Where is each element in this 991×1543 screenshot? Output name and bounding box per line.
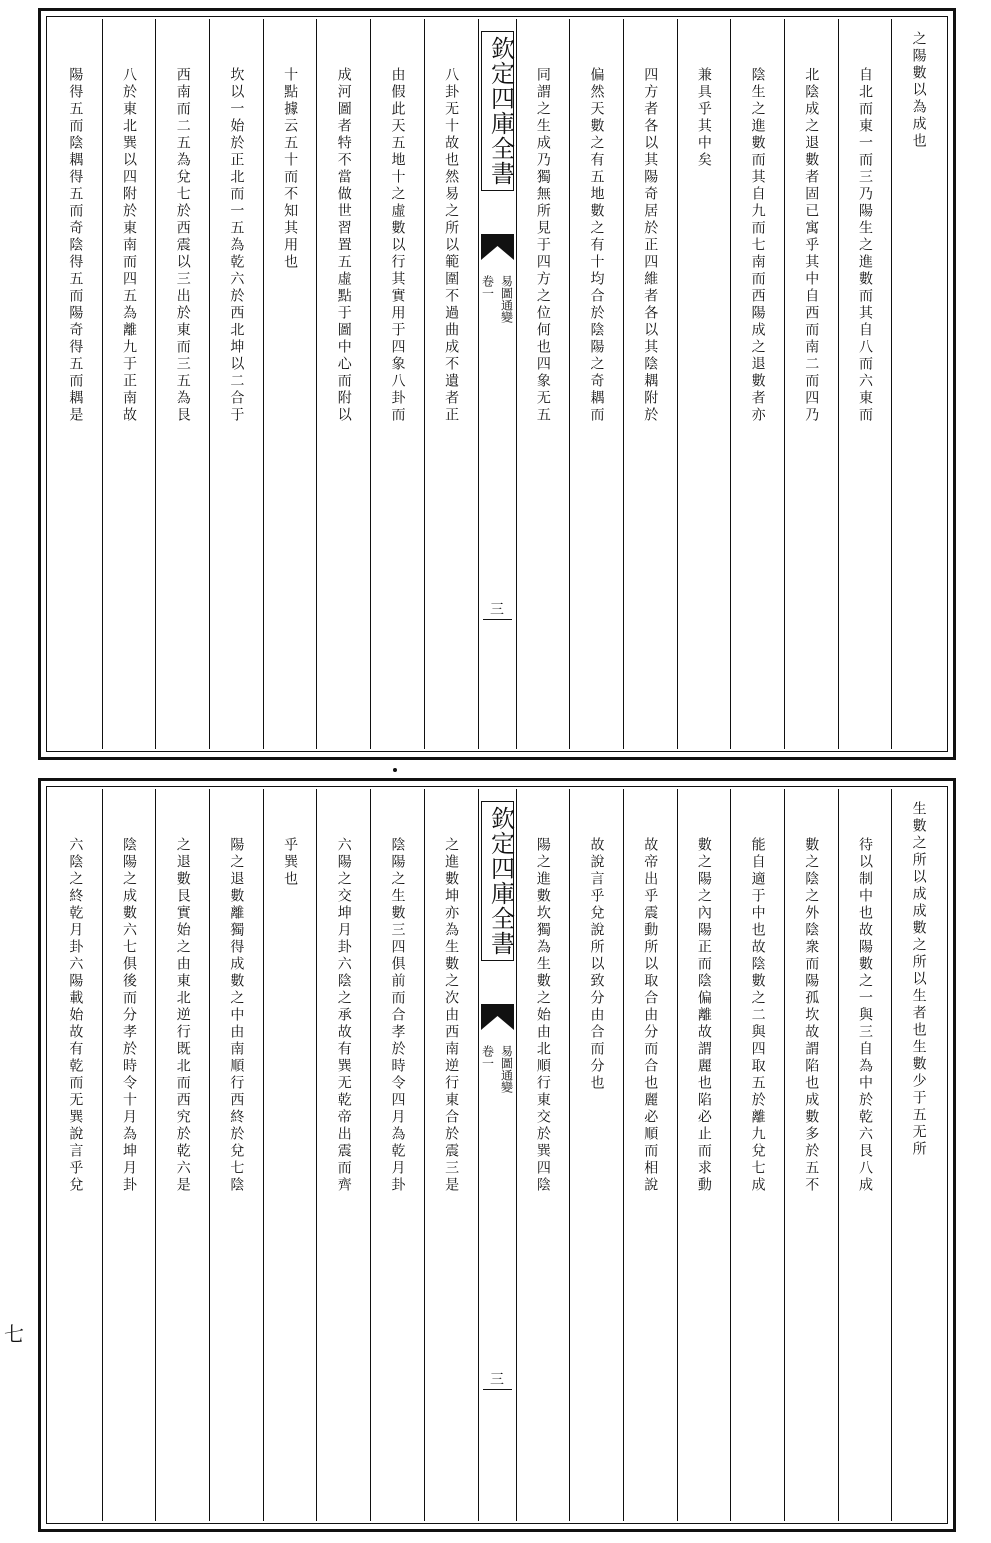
column-text: 之退數艮實始之由東北逆行既北而西究於乾六是 [174, 837, 191, 1194]
top-page-frame [38, 8, 956, 760]
text-column [569, 19, 623, 749]
text-column [569, 789, 623, 1521]
text-column [891, 19, 945, 749]
margin-page-marker: 七 [4, 1322, 24, 1346]
text-column [516, 19, 570, 749]
text-column [263, 19, 317, 749]
column-text: 數之陽之內陽正而陰偏離故謂麗也陷必止而求動 [695, 837, 712, 1194]
column-text: 陰陽之生數三四俱前而合孝於時令四月為乾月卦 [389, 837, 406, 1194]
text-column [838, 789, 892, 1521]
banxin-title: 欽定四庫全書 [481, 31, 514, 191]
text-column [370, 19, 424, 749]
column-text: 能自適于中也故陰數之二與四取五於離九兌七成 [749, 837, 766, 1194]
column-text: 同謂之生成乃獨無所見于四方之位何也四象无五 [534, 67, 551, 424]
banxin-rule [483, 1389, 512, 1390]
text-column [424, 19, 478, 749]
text-column [677, 19, 731, 749]
text-column [516, 789, 570, 1521]
banxin-juan: 卷一 [480, 1045, 495, 1069]
bottom-page-columns [49, 789, 945, 1521]
text-column [677, 789, 731, 1521]
banxin-rule [483, 619, 512, 620]
column-text: 北陰成之退數者固已寓乎其中自西而南二而四乃 [803, 67, 820, 424]
column-text: 陽得五而陰耦得五而奇陰得五而陽奇得五而耦是 [67, 67, 84, 424]
column-text: 數之陰之外陰衆而陽孤坎故謂陷也成數多於五不 [803, 837, 820, 1194]
column-text: 八於東北巽以四附於東南而四五為離九于正南故 [121, 67, 138, 424]
text-column [155, 19, 209, 749]
column-text: 陰生之進數而其自九而七南而西陽成之退數者亦 [749, 67, 766, 424]
banxin-leaf-number: 三 [490, 602, 504, 618]
banxin-juan: 卷一 [480, 275, 495, 299]
text-column [49, 19, 102, 749]
column-text: 故說言乎兌說所以致分由合而分也 [588, 837, 605, 1092]
banxin-book-title: 易圖通變 [499, 1045, 514, 1093]
text-column [49, 789, 102, 1521]
text-column [102, 789, 156, 1521]
column-text: 之陽數以為成也 [910, 31, 927, 150]
text-column [623, 19, 677, 749]
column-text: 六陰之終乾月卦六陽載始故有乾而无巽說言乎兌 [67, 837, 84, 1194]
banxin-title: 欽定四庫全書 [481, 801, 514, 961]
banxin-center-strip [478, 789, 516, 1521]
column-text: 自北而東一而三乃陽生之進數而其自八而六東而 [856, 67, 873, 424]
column-text: 兼具乎其中矣 [695, 67, 712, 169]
column-text: 西南而二五為兌七於西震以三出於東而三五為艮 [174, 67, 191, 424]
column-text: 成河圖者特不當做世習置五虛點于圖中心而附以 [335, 67, 352, 424]
text-column [784, 789, 838, 1521]
top-page-columns [49, 19, 945, 749]
column-text: 十點據云五十而不知其用也 [282, 67, 299, 271]
column-text: 八卦无十故也然易之所以範圍不過曲成不遺者正 [443, 67, 460, 424]
column-text: 陽之退數離獨得成數之中由南順行西終於兌七陰 [228, 837, 245, 1194]
text-column [370, 789, 424, 1521]
column-text: 之進數坤亦為生數之次由西南逆行東合於震三是 [443, 837, 460, 1194]
text-column [155, 789, 209, 1521]
text-column [784, 19, 838, 749]
column-text: 待以制中也故陽數之一與三自為中於乾六艮八成 [856, 837, 873, 1194]
column-text: 由假此天五地十之虛數以行其實用于四象八卦而 [389, 67, 406, 424]
column-text: 六陽之交坤月卦六陰之承故有巽无乾帝出震而齊 [335, 837, 352, 1194]
text-column [891, 789, 945, 1521]
column-text: 坎以一始於正北而一五為乾六於西北坤以二合于 [228, 67, 245, 424]
center-dot [393, 768, 397, 772]
text-column [209, 19, 263, 749]
column-text: 陽之進數坎獨為生數之始由北順行東交於巽四陰 [534, 837, 551, 1194]
banxin-center-strip [478, 19, 516, 749]
text-column [209, 789, 263, 1521]
column-text: 乎巽也 [282, 837, 299, 888]
text-column [623, 789, 677, 1521]
column-text: 陰陽之成數六七俱後而分孝於時令十月為坤月卦 [121, 837, 138, 1194]
bottom-page-frame [38, 778, 956, 1532]
banxin-leaf-number: 三 [490, 1372, 504, 1388]
fishtail-mark-icon [481, 1004, 514, 1030]
text-column [424, 789, 478, 1521]
text-column [730, 789, 784, 1521]
column-text: 四方者各以其陽奇居於正四維者各以其陰耦附於 [642, 67, 659, 424]
column-text: 故帝出乎震動所以取合由分而合也麗必順而相說 [642, 837, 659, 1194]
text-column [263, 789, 317, 1521]
column-text: 偏然天數之有五地數之有十均合於陰陽之奇耦而 [588, 67, 605, 424]
text-column [730, 19, 784, 749]
text-column [838, 19, 892, 749]
text-column [102, 19, 156, 749]
text-column [316, 789, 370, 1521]
text-column [316, 19, 370, 749]
fishtail-mark-icon [481, 234, 514, 260]
banxin-book-title: 易圖通變 [499, 275, 514, 323]
column-text: 生數之所以成成數之所以生者也生數少于五无所 [910, 801, 927, 1158]
